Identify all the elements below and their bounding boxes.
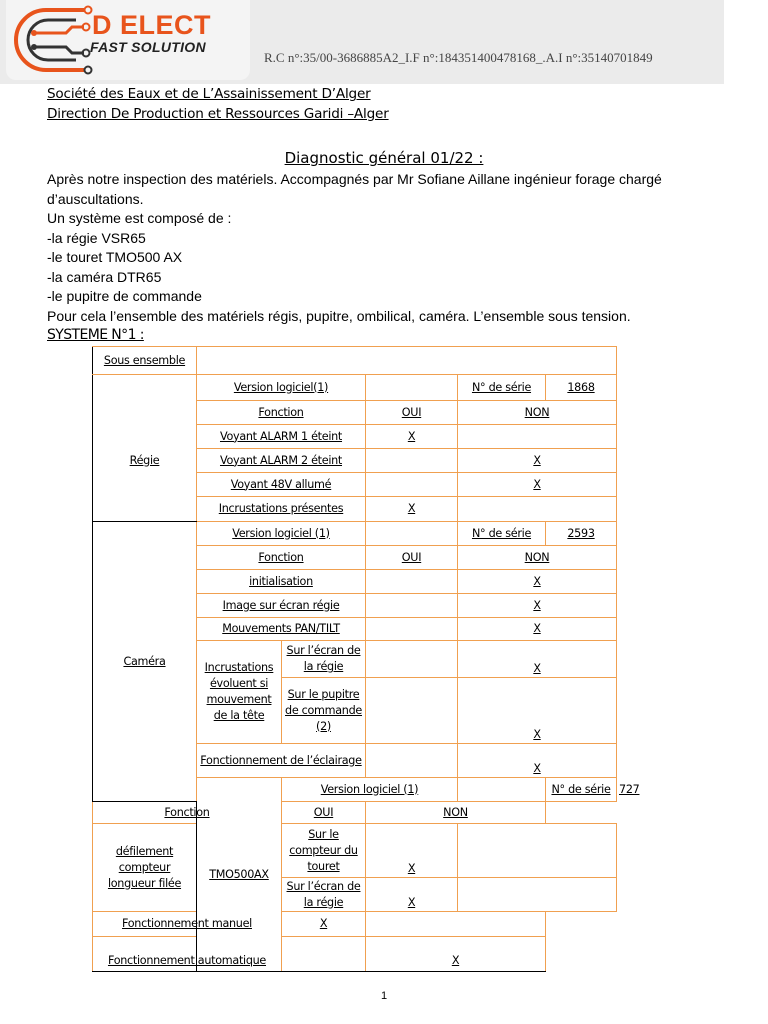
- non-mark: [458, 824, 617, 878]
- function-label: Voyant ALARM 1 éteint: [197, 425, 366, 449]
- sub-function-label: Sur l’écran de la régie: [282, 641, 366, 678]
- function-label: Fonctionnement de l’éclairage: [197, 744, 366, 778]
- non-mark: X: [458, 744, 617, 778]
- oui-mark: X: [282, 912, 366, 937]
- oui-mark: X: [366, 824, 458, 878]
- version-label: Version logiciel (1): [282, 778, 458, 802]
- oui-mark: [366, 744, 458, 778]
- table-row: [93, 937, 617, 972]
- oui-mark: [282, 937, 366, 972]
- table-row: [93, 522, 617, 546]
- fonction-header: Fonction: [197, 546, 366, 570]
- function-label: Voyant 48V allumé: [197, 473, 366, 497]
- oui-mark: [366, 570, 458, 594]
- serial-value: 2593: [546, 522, 617, 546]
- fonction-header: Fonction: [93, 802, 282, 824]
- sub-function-label: Sur l’écran de la régie: [282, 878, 366, 912]
- sous-ensemble-header: Sous ensemble: [93, 347, 197, 375]
- page-number: 1: [380, 990, 388, 1002]
- addressee-direction: Direction De Production et Ressources Garidi –Alger: [47, 106, 389, 122]
- defilement-label: défilement compteur longueur filée: [93, 824, 197, 912]
- serial-value: 1868: [546, 375, 617, 401]
- oui-header: OUI: [282, 802, 366, 824]
- oui-mark: [366, 618, 458, 641]
- non-mark: X: [458, 473, 617, 497]
- camera-group-label: Caméra: [93, 522, 197, 802]
- document-title: Diagnostic général 01/22 :: [284, 149, 484, 167]
- registration-numbers: R.C n°:35/00-3686885A2_I.F n°:184351400478168_.A.I n°:35140701849: [264, 50, 653, 65]
- non-mark: [458, 497, 617, 522]
- version-label: Version logiciel(1): [197, 375, 366, 401]
- table-row: [93, 375, 617, 401]
- table-row: [93, 347, 617, 375]
- non-mark: X: [458, 594, 617, 618]
- non-mark: [458, 878, 617, 912]
- serial-label: N° de série: [546, 778, 617, 802]
- oui-header: OUI: [366, 401, 458, 425]
- table-row: [93, 824, 617, 878]
- oui-mark: [366, 473, 458, 497]
- table-cell: [366, 375, 458, 401]
- table-cell: [458, 778, 546, 802]
- oui-mark: X: [366, 878, 458, 912]
- conclusion-paragraph: Pour cela l’ensemble des matériels régis, pupitre, ombilical, caméra. L’ensemble sous tension.: [47, 307, 631, 324]
- body-text: [47, 170, 737, 326]
- logo-tagline: FAST SOLUTION: [90, 39, 206, 55]
- function-label: Fonctionnement manuel: [93, 912, 282, 937]
- table-cell: [93, 375, 197, 401]
- sub-function-label: Sur le pupitre de commande (2): [282, 678, 366, 744]
- function-label: initialisation: [197, 570, 366, 594]
- addressee-company: Société des Eaux et de L’Assainissement D’Alger: [47, 86, 371, 102]
- component-item: -le touret TMO500 AX: [47, 249, 183, 265]
- serial-label: N° de série: [458, 522, 546, 546]
- function-label: Incrustations présentes: [197, 497, 366, 522]
- component-item: -la régie VSR65: [47, 229, 146, 246]
- oui-header: OUI: [366, 546, 458, 570]
- serial-label: N° de série: [458, 375, 546, 401]
- function-label: Image sur écran régie: [197, 594, 366, 618]
- non-header: NON: [458, 546, 617, 570]
- fonction-header: Fonction: [197, 401, 366, 425]
- table-row: [93, 802, 617, 824]
- non-mark: [458, 425, 617, 449]
- non-mark: X: [458, 618, 617, 641]
- table-row: [93, 912, 617, 937]
- logo-name: D ELECT: [92, 10, 212, 40]
- diagnostic-table: [92, 346, 640, 972]
- touret-name: TMO500AX: [209, 867, 269, 881]
- non-mark: X: [458, 678, 617, 744]
- component-item: -le pupitre de commande: [47, 288, 202, 304]
- oui-mark: [366, 678, 458, 744]
- oui-mark: X: [366, 497, 458, 522]
- function-label: Fonctionnement automatique: [93, 937, 282, 972]
- table-row: [93, 401, 617, 425]
- function-label: Mouvements PAN/TILT: [197, 618, 366, 641]
- system-intro: Un système est composé de :: [47, 210, 232, 226]
- non-header: NON: [366, 802, 546, 824]
- oui-mark: X: [366, 425, 458, 449]
- oui-mark: [366, 641, 458, 678]
- company-logo: [6, 0, 250, 80]
- intro-paragraph: Après notre inspection des matériels. Accompagnés par Mr Sofiane Aillane ingénieur forage chargé d’auscultations.: [47, 171, 662, 207]
- non-mark: X: [458, 570, 617, 594]
- regie-group-label: Régie: [93, 401, 197, 522]
- incrustation-label: Incrustations évoluent si mouvement de la tête: [197, 641, 282, 744]
- non-header: NON: [458, 401, 617, 425]
- system-heading: SYSTEME N°1 :: [47, 327, 144, 343]
- oui-mark: [366, 449, 458, 473]
- sub-function-label: Sur le compteur du touret: [282, 824, 366, 878]
- version-label: Version logiciel (1): [197, 522, 366, 546]
- function-label: Voyant ALARM 2 éteint: [197, 449, 366, 473]
- table-cell: [366, 522, 458, 546]
- oui-mark: [366, 594, 458, 618]
- table-cell: [197, 347, 617, 375]
- table-row: TMO500AX Version logiciel (1) N° de série 727: [93, 778, 617, 802]
- component-item: -la caméra DTR65: [47, 268, 162, 285]
- non-mark: X: [458, 449, 617, 473]
- non-mark: X: [458, 641, 617, 678]
- non-mark: [366, 912, 546, 937]
- non-mark: X: [366, 937, 546, 972]
